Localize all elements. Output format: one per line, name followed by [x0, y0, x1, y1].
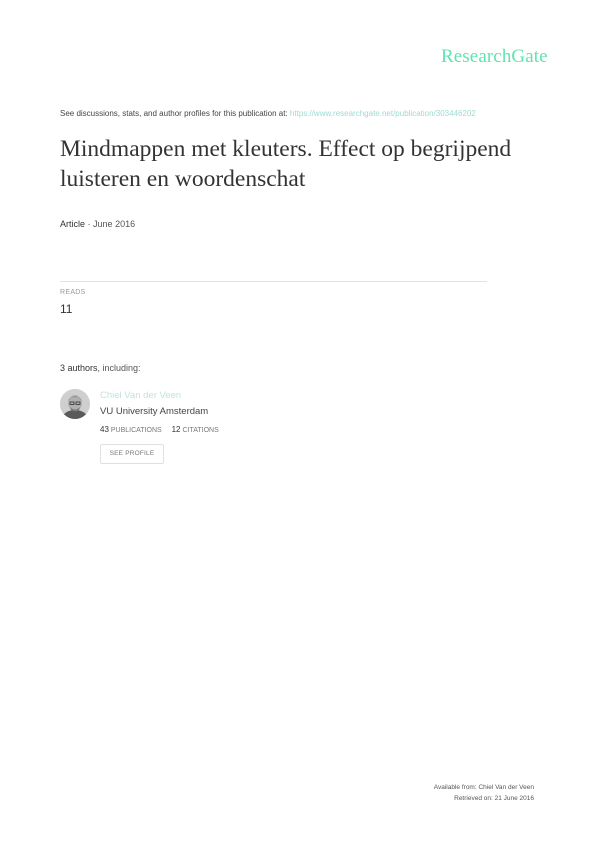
- publication-date: June 2016: [93, 219, 136, 229]
- authors-including: , including:: [97, 363, 141, 373]
- discussion-prefix: See discussions, stats, and author profiles for this publication at:: [60, 109, 288, 118]
- researchgate-logo[interactable]: ResearchGate: [441, 46, 548, 67]
- person-photo-icon[interactable]: [60, 389, 90, 419]
- section-divider: [60, 281, 487, 282]
- authors-count: 3 authors: [60, 363, 98, 373]
- publication-type: Article: [60, 219, 86, 229]
- publication-link[interactable]: https://www.researchgate.net/publication/303446202: [289, 109, 476, 118]
- publication-title: Mindmappen met kleuters. Effect op begrijpend luisteren en woordenschat: [60, 136, 512, 192]
- citations-label: CITATIONS: [182, 427, 219, 434]
- author-name[interactable]: Chiel Van der Veen: [100, 390, 182, 401]
- reads-count: 11: [60, 302, 73, 316]
- publications-label: PUBLICATIONS: [110, 427, 162, 434]
- discussion-line: [60, 109, 476, 118]
- retrieved-on: Retrieved on: 21 June 2016: [454, 795, 534, 802]
- meta-separator: ·: [87, 219, 91, 229]
- author-institution: VU University Amsterdam: [100, 406, 209, 417]
- authors-heading: [60, 363, 141, 373]
- reads-label: READS: [60, 289, 86, 296]
- author-stats: [100, 425, 219, 434]
- see-profile-button[interactable]: SEE PROFILE: [100, 444, 164, 464]
- footer-info: [434, 782, 534, 804]
- publications-count: 43: [100, 425, 109, 434]
- publication-meta: [60, 219, 135, 229]
- citations-count: 12: [171, 425, 181, 434]
- available-from: Available from: Chiel Van der Veen: [433, 784, 534, 791]
